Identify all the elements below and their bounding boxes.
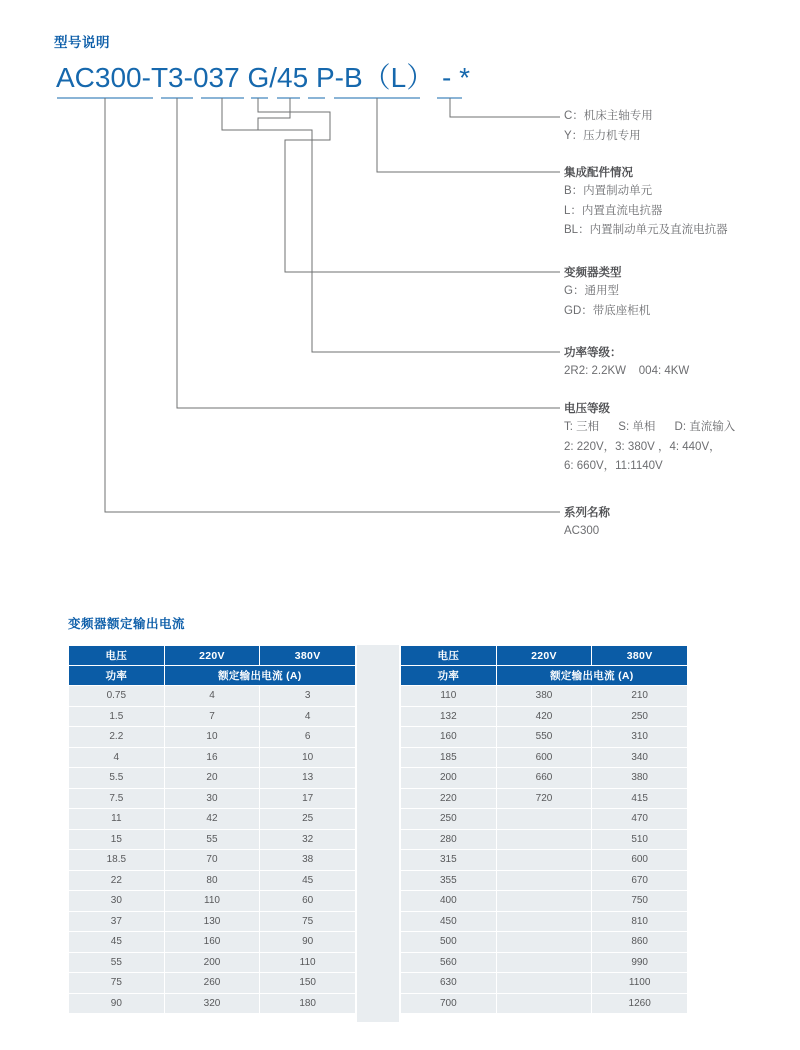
cell-current-220v: 10 bbox=[165, 727, 260, 747]
header-rated-output-current: 额定输出电流 (A) bbox=[165, 666, 355, 685]
cell-current-380v: 1100 bbox=[592, 973, 687, 993]
cell-current-380v: 310 bbox=[592, 727, 687, 747]
model-token-power-rating: 037 bbox=[192, 62, 240, 93]
cell-current-380v: 110 bbox=[260, 953, 355, 973]
table-row bbox=[401, 973, 687, 993]
cell-power: 200 bbox=[401, 768, 496, 788]
cell-power: 132 bbox=[401, 707, 496, 727]
table-row bbox=[401, 768, 687, 788]
model-token-slash: / bbox=[269, 62, 278, 93]
callout-line: L：内置直流电抗器 bbox=[564, 204, 663, 217]
cell-power: 2.2 bbox=[69, 727, 164, 747]
cell-power: 15 bbox=[69, 830, 164, 850]
cell-power: 185 bbox=[401, 748, 496, 768]
cell-power: 55 bbox=[69, 953, 164, 973]
table-row bbox=[69, 891, 355, 911]
table-header-row-voltage bbox=[401, 646, 687, 665]
table-row bbox=[401, 912, 687, 932]
cell-current-220v bbox=[497, 994, 592, 1014]
cell-current-380v: 38 bbox=[260, 850, 355, 870]
model-token-special-use: * bbox=[459, 62, 471, 93]
rated-current-table-left bbox=[68, 645, 356, 1014]
cell-power: 18.5 bbox=[69, 850, 164, 870]
cell-power: 315 bbox=[401, 850, 496, 870]
cell-current-380v: 4 bbox=[260, 707, 355, 727]
cell-current-380v: 250 bbox=[592, 707, 687, 727]
table-row bbox=[401, 891, 687, 911]
cell-power: 160 bbox=[401, 727, 496, 747]
table-row bbox=[69, 809, 355, 829]
table-row bbox=[401, 686, 687, 706]
cell-current-220v bbox=[497, 932, 592, 952]
page-title-rated-output-current: 变频器额定输出电流 bbox=[68, 617, 186, 631]
callout-line: Y：压力机专用 bbox=[564, 129, 641, 142]
table-gutter bbox=[357, 645, 399, 1022]
cell-current-220v bbox=[497, 830, 592, 850]
callout-title: 功率等级： bbox=[564, 347, 622, 359]
header-power-label: 功率 bbox=[69, 666, 164, 685]
cell-power: 37 bbox=[69, 912, 164, 932]
cell-power: 700 bbox=[401, 994, 496, 1014]
callout-line: C：机床主轴专用 bbox=[564, 110, 653, 122]
model-token-voltage-class: T3 bbox=[150, 62, 184, 93]
cell-current-220v: 660 bbox=[497, 768, 592, 788]
table-row bbox=[69, 912, 355, 932]
spec-table bbox=[68, 645, 356, 1014]
cell-current-220v: 70 bbox=[165, 850, 260, 870]
cell-power: 560 bbox=[401, 953, 496, 973]
header-220v: 220V bbox=[497, 646, 592, 665]
table-row bbox=[69, 707, 355, 727]
cell-power: 630 bbox=[401, 973, 496, 993]
cell-power: 450 bbox=[401, 912, 496, 932]
cell-power: 500 bbox=[401, 932, 496, 952]
callout-line: GD：带底座柜机 bbox=[564, 304, 651, 317]
cell-current-220v: 4 bbox=[165, 686, 260, 706]
header-380v: 380V bbox=[592, 646, 687, 665]
cell-power: 11 bbox=[69, 809, 164, 829]
table-row bbox=[401, 748, 687, 768]
model-token-drive-type: G bbox=[247, 62, 270, 93]
cell-power: 220 bbox=[401, 789, 496, 809]
table-row bbox=[69, 953, 355, 973]
cell-power: 22 bbox=[69, 871, 164, 891]
cell-current-380v: 210 bbox=[592, 686, 687, 706]
cell-current-220v bbox=[497, 891, 592, 911]
model-token-p-suffix: P bbox=[315, 62, 335, 93]
cell-power: 45 bbox=[69, 932, 164, 952]
page-title-model-description: 型号说明 bbox=[54, 35, 110, 50]
cell-current-220v: 200 bbox=[165, 953, 260, 973]
cell-power: 400 bbox=[401, 891, 496, 911]
header-power-label: 功率 bbox=[401, 666, 496, 685]
cell-power: 90 bbox=[69, 994, 164, 1014]
model-token-accessory-optional: （L） bbox=[362, 62, 435, 93]
table-row bbox=[69, 830, 355, 850]
cell-power: 355 bbox=[401, 871, 496, 891]
rated-current-table-right bbox=[400, 645, 688, 1014]
model-token-power-rating-2: 45 bbox=[277, 62, 309, 93]
cell-current-380v: 90 bbox=[260, 932, 355, 952]
cell-current-380v: 415 bbox=[592, 789, 687, 809]
callout-line: 2: 220V，3: 380V ，4: 440V， bbox=[564, 440, 721, 453]
cell-current-380v: 510 bbox=[592, 830, 687, 850]
table-header-row-voltage bbox=[69, 646, 355, 665]
cell-current-380v: 6 bbox=[260, 727, 355, 747]
cell-current-220v: 420 bbox=[497, 707, 592, 727]
cell-current-220v bbox=[497, 912, 592, 932]
model-token-dash1: - bbox=[141, 62, 151, 93]
callout-drive-type bbox=[564, 264, 650, 321]
cell-current-220v: 7 bbox=[165, 707, 260, 727]
cell-current-380v: 990 bbox=[592, 953, 687, 973]
model-token-dash3: - bbox=[334, 62, 344, 93]
callout-line: B：内置制动单元 bbox=[564, 185, 653, 197]
table-row bbox=[69, 789, 355, 809]
cell-current-380v: 470 bbox=[592, 809, 687, 829]
cell-current-220v bbox=[497, 809, 592, 829]
callout-voltage-class bbox=[564, 400, 735, 477]
cell-current-220v bbox=[497, 871, 592, 891]
cell-current-380v: 810 bbox=[592, 912, 687, 932]
cell-current-220v: 130 bbox=[165, 912, 260, 932]
cell-current-380v: 75 bbox=[260, 912, 355, 932]
callout-title: 系列名称 bbox=[564, 507, 610, 519]
table-row bbox=[69, 686, 355, 706]
cell-current-220v: 720 bbox=[497, 789, 592, 809]
callout-series-name bbox=[564, 504, 610, 542]
header-voltage-label: 电压 bbox=[401, 646, 496, 665]
table-row bbox=[401, 994, 687, 1014]
model-token-dash4: - bbox=[434, 62, 460, 93]
callout-line: BL：内置制动单元及直流电抗器 bbox=[564, 224, 728, 236]
table-row bbox=[69, 748, 355, 768]
cell-current-220v: 16 bbox=[165, 748, 260, 768]
table-row bbox=[401, 830, 687, 850]
cell-current-220v bbox=[497, 850, 592, 870]
cell-current-220v: 42 bbox=[165, 809, 260, 829]
header-220v: 220V bbox=[165, 646, 260, 665]
cell-current-380v: 860 bbox=[592, 932, 687, 952]
callout-line: T: 三相 S: 单相 D: 直流输入 bbox=[564, 421, 736, 433]
cell-current-380v: 17 bbox=[260, 789, 355, 809]
cell-current-220v: 80 bbox=[165, 871, 260, 891]
cell-current-220v: 160 bbox=[165, 932, 260, 952]
cell-power: 7.5 bbox=[69, 789, 164, 809]
cell-current-220v: 30 bbox=[165, 789, 260, 809]
table-body bbox=[69, 686, 355, 1013]
table-row bbox=[401, 707, 687, 727]
table-row bbox=[401, 871, 687, 891]
callout-title: 变频器类型 bbox=[564, 267, 622, 279]
cell-current-220v: 600 bbox=[497, 748, 592, 768]
callout-special-use bbox=[564, 107, 653, 146]
table-body bbox=[401, 686, 687, 1013]
cell-current-380v: 670 bbox=[592, 871, 687, 891]
callout-line: 6: 660V，11:1140V bbox=[564, 460, 663, 472]
cell-current-380v: 180 bbox=[260, 994, 355, 1014]
table-row bbox=[69, 768, 355, 788]
cell-power: 280 bbox=[401, 830, 496, 850]
header-380v: 380V bbox=[260, 646, 355, 665]
cell-power: 110 bbox=[401, 686, 496, 706]
callout-line: G：通用型 bbox=[564, 285, 619, 297]
callout-accessory-config bbox=[564, 164, 728, 241]
cell-power: 4 bbox=[69, 748, 164, 768]
cell-current-220v: 110 bbox=[165, 891, 260, 911]
cell-current-380v: 380 bbox=[592, 768, 687, 788]
cell-current-220v: 20 bbox=[165, 768, 260, 788]
table-row bbox=[69, 932, 355, 952]
table-header-row-power bbox=[69, 666, 355, 685]
cell-current-220v bbox=[497, 973, 592, 993]
table-row bbox=[401, 932, 687, 952]
callout-line: 2R2: 2.2KW 004: 4KW bbox=[564, 365, 690, 377]
cell-current-380v: 25 bbox=[260, 809, 355, 829]
table-head bbox=[69, 646, 355, 685]
cell-current-220v: 320 bbox=[165, 994, 260, 1014]
table-row bbox=[69, 727, 355, 747]
cell-current-220v: 260 bbox=[165, 973, 260, 993]
cell-current-380v: 150 bbox=[260, 973, 355, 993]
callout-title: 电压等级 bbox=[564, 403, 610, 415]
model-token-series: AC300 bbox=[56, 62, 142, 93]
table-row bbox=[401, 953, 687, 973]
header-voltage-label: 电压 bbox=[69, 646, 164, 665]
model-token-dash2: - bbox=[183, 62, 193, 93]
spec-table bbox=[400, 645, 688, 1014]
callout-power-class bbox=[564, 344, 689, 382]
cell-current-380v: 60 bbox=[260, 891, 355, 911]
table-row bbox=[401, 809, 687, 829]
table-row bbox=[69, 994, 355, 1014]
cell-current-380v: 13 bbox=[260, 768, 355, 788]
cell-current-380v: 45 bbox=[260, 871, 355, 891]
cell-current-380v: 32 bbox=[260, 830, 355, 850]
cell-current-380v: 750 bbox=[592, 891, 687, 911]
cell-power: 5.5 bbox=[69, 768, 164, 788]
cell-current-220v: 55 bbox=[165, 830, 260, 850]
cell-current-380v: 10 bbox=[260, 748, 355, 768]
table-row bbox=[69, 973, 355, 993]
table-header-row-power bbox=[401, 666, 687, 685]
header-rated-output-current: 额定输出电流 (A) bbox=[497, 666, 687, 685]
cell-current-220v: 380 bbox=[497, 686, 592, 706]
cell-power: 30 bbox=[69, 891, 164, 911]
cell-power: 250 bbox=[401, 809, 496, 829]
cell-current-220v: 550 bbox=[497, 727, 592, 747]
cell-current-380v: 600 bbox=[592, 850, 687, 870]
cell-current-220v bbox=[497, 953, 592, 973]
callout-line: AC300 bbox=[564, 525, 600, 537]
table-row bbox=[69, 871, 355, 891]
callout-title: 集成配件情况 bbox=[564, 167, 633, 179]
cell-power: 1.5 bbox=[69, 707, 164, 727]
cell-current-380v: 340 bbox=[592, 748, 687, 768]
table-row bbox=[401, 789, 687, 809]
cell-current-380v: 1260 bbox=[592, 994, 687, 1014]
cell-power: 75 bbox=[69, 973, 164, 993]
cell-current-380v: 3 bbox=[260, 686, 355, 706]
cell-power: 0.75 bbox=[69, 686, 164, 706]
table-row bbox=[401, 727, 687, 747]
table-row bbox=[401, 850, 687, 870]
table-head bbox=[401, 646, 687, 685]
table-row bbox=[69, 850, 355, 870]
model-token-accessory: B bbox=[343, 62, 363, 93]
